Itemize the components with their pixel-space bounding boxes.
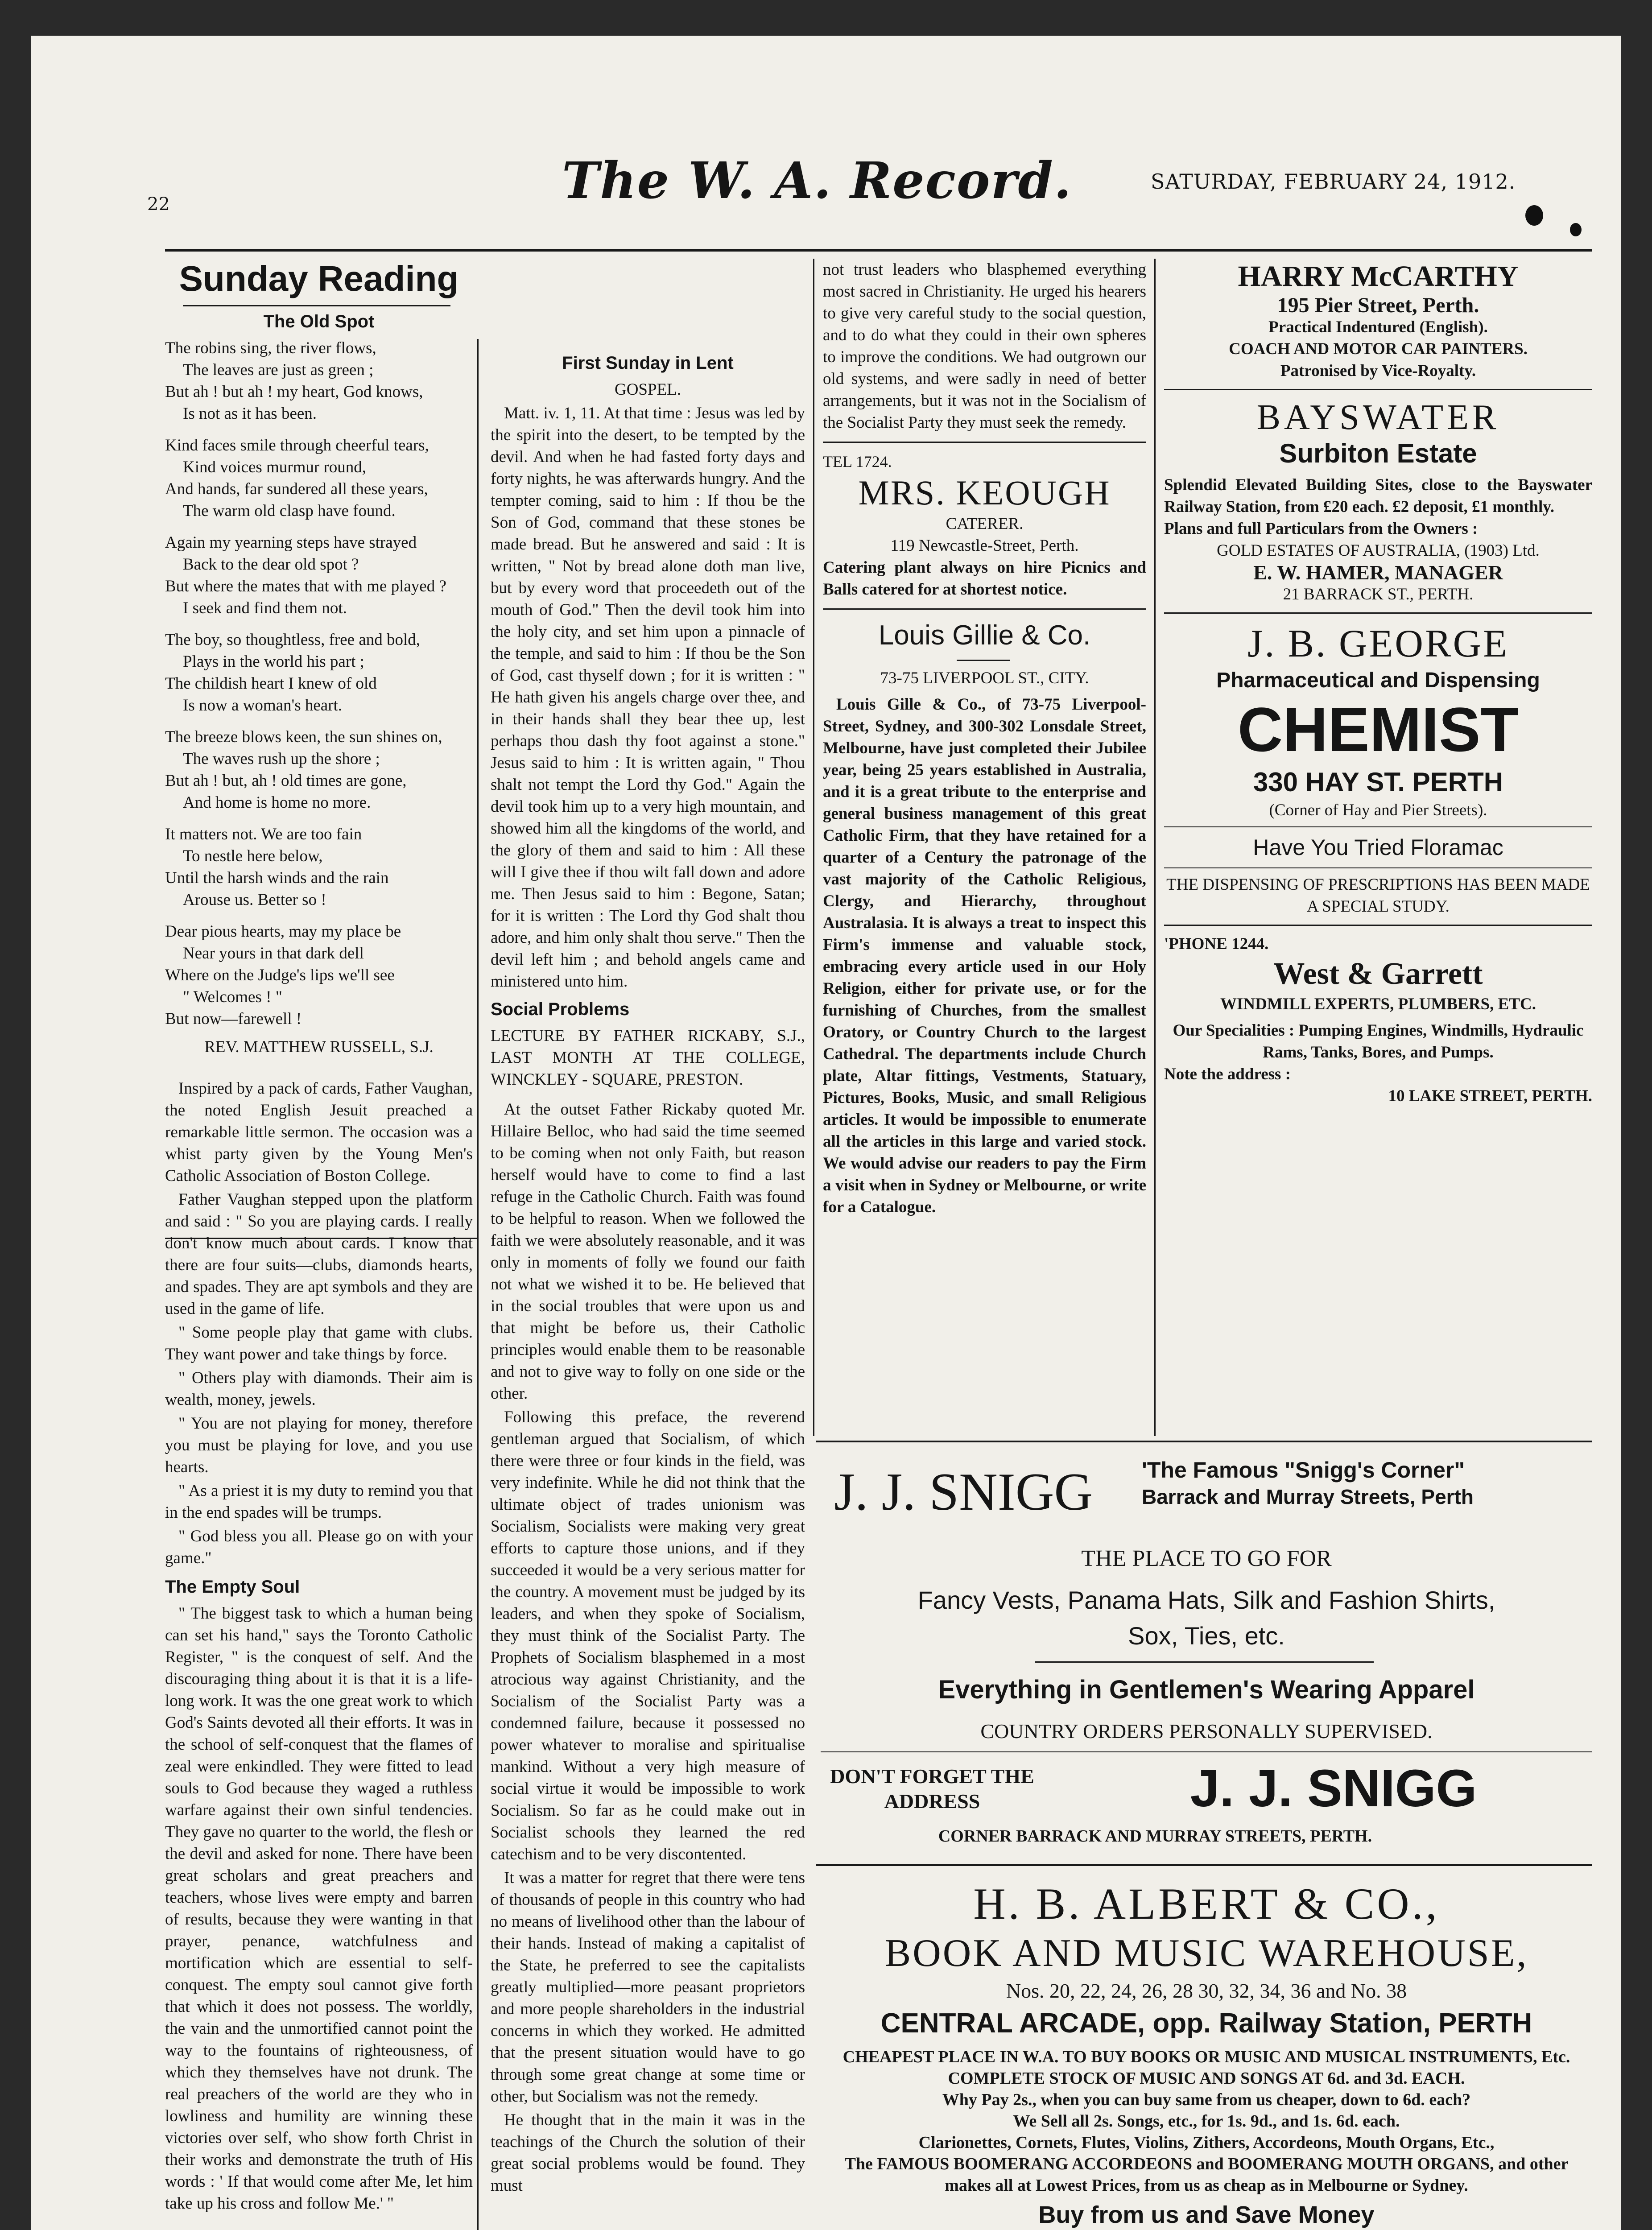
garrett-phone: 'PHONE 1244. — [1164, 935, 1269, 953]
poem-line: To nestle here below, — [183, 847, 323, 865]
keough-advert — [823, 451, 1146, 600]
poem-line: Is not as it has been. — [183, 405, 317, 423]
snigg-name-2: J. J. SNIGG — [1190, 1759, 1477, 1818]
column-divider — [477, 339, 479, 2230]
mccarthy-name: HARRY McCARTHY — [1238, 260, 1519, 293]
snigg-rule — [1035, 1661, 1374, 1663]
poem-line: The waves rush up the shore ; — [183, 750, 380, 768]
newspaper-title: The W. A. Record. — [562, 152, 1072, 210]
newspaper-page — [31, 36, 1621, 2230]
ad-rule — [1164, 389, 1592, 390]
poem-line: Kind faces smile through cheerful tears, — [165, 436, 429, 454]
paragraph: " God bless you all. Please go on with your game." — [165, 1527, 473, 1567]
albert-buy: Buy from us and Save Money — [1038, 2201, 1375, 2228]
stanza-break — [165, 522, 473, 532]
bayswater-owners: GOLD ESTATES OF AUSTRALIA, (1903) Ltd. — [1217, 541, 1540, 560]
bayswater-estate: Surbiton Estate — [1279, 438, 1477, 468]
poem-line: But where the mates that with me played ? — [165, 577, 446, 595]
mccarthy-address: 195 Pier Street, Perth. — [1277, 293, 1479, 317]
gillie-address: 73-75 LIVERPOOL ST., CITY. — [880, 669, 1089, 687]
social-title: Social Problems — [491, 999, 630, 1019]
poem-title: The Old Spot — [263, 312, 375, 331]
poem-line: Plays in the world his part ; — [183, 652, 364, 671]
gillie-name: Louis Gillie & Co. — [878, 620, 1091, 651]
snigg-dont-forget: DON'T FORGET THE ADDRESS — [830, 1765, 1034, 1813]
gospel-text — [491, 402, 805, 992]
heading-rule — [183, 305, 450, 306]
stanza-break — [165, 911, 473, 921]
george-address: 330 HAY ST. PERTH — [1253, 767, 1503, 797]
poem-line: Arouse us. Better so ! — [183, 891, 326, 909]
paragraph: " As a priest it is my duty to remind you that in the end spades will be trumps. — [165, 1482, 473, 1522]
poem-line: The warm old clasp have found. — [183, 502, 396, 520]
poem-author: REV. MATTHEW RUSSELL, S.J. — [204, 1038, 434, 1056]
ad-rule — [816, 1864, 1592, 1866]
albert-name: H. B. ALBERT & CO., — [973, 1879, 1440, 1929]
george-line1: Pharmaceutical and Dispensing — [1216, 669, 1540, 692]
poem-line: The robins sing, the river flows, — [165, 339, 376, 357]
poem-line: " Welcomes ! " — [183, 988, 282, 1006]
keough-trade: CATERER. — [946, 515, 1024, 533]
column-3 — [823, 259, 1146, 1436]
ad-rule — [823, 608, 1146, 610]
george-advert — [1164, 621, 1592, 917]
poem-line: Where on the Judge's lips we'll see — [165, 966, 395, 984]
poem-line: But now—farewell ! — [165, 1010, 302, 1028]
garrett-advert — [1164, 933, 1592, 1107]
bayswater-advert — [1164, 397, 1592, 605]
poem-line: And hands, far sundered all these years, — [165, 480, 428, 498]
keough-address: 119 Newcastle-Street, Perth. — [890, 537, 1079, 555]
george-corner: (Corner of Hay and Pier Streets). — [1269, 801, 1487, 819]
mccarthy-line2: COACH AND MOTOR CAR PAINTERS. — [1229, 340, 1528, 358]
poem-line: Is now a woman's heart. — [183, 696, 343, 714]
snigg-famous: 'The Famous "Snigg's Corner" — [1142, 1458, 1465, 1483]
albert-complete: COMPLETE STOCK OF MUSIC AND SONGS AT 6d. and 3d. EACH. — [948, 2069, 1465, 2088]
keough-body: Catering plant always on hire Picnics and Balls catered for at shortest notice. — [823, 558, 1146, 599]
mccarthy-line3: Patronised by Vice-Royalty. — [1280, 362, 1476, 380]
garrett-note: Note the address : — [1164, 1065, 1291, 1083]
albert-we-sell: We Sell all 2s. Songs, etc., for 1s. 9d., and 1s. 6d. each. — [1013, 2112, 1400, 2131]
stanza-break — [165, 716, 473, 726]
snigg-rule — [821, 1751, 1592, 1752]
george-name: J. B. GEORGE — [1247, 622, 1509, 665]
garrett-specialities: Our Specialities : Pumping Engines, Windmills, Hydraulic Rams, Tanks, Bores, and Pumps. — [1173, 1021, 1584, 1061]
snigg-place: THE PLACE TO GO FOR — [1081, 1546, 1332, 1571]
poem-line: Near yours in that dark dell — [183, 944, 364, 962]
keough-name: MRS. KEOUGH — [858, 473, 1111, 512]
snigg-goods2: Sox, Ties, etc. — [1128, 1622, 1285, 1650]
empty-soul-article — [165, 1602, 473, 2214]
ad-rule — [1164, 612, 1592, 614]
stanza-break — [165, 425, 473, 434]
ad-rule — [1164, 925, 1592, 926]
poem — [165, 337, 473, 1030]
stanza-break — [165, 814, 473, 823]
column-4 — [1164, 259, 1592, 1436]
poem-line: Kind voices murmur round, — [183, 458, 367, 476]
garrett-address: 10 LAKE STREET, PERTH. — [1388, 1087, 1592, 1105]
page-number: 22 — [147, 194, 170, 215]
lent-title: First Sunday in Lent — [562, 353, 734, 373]
poem-line: The breeze blows keen, the sun shines on, — [165, 728, 442, 746]
gillie-rule — [957, 660, 1010, 661]
poem-line: Back to the dear old spot ? — [183, 555, 359, 574]
social-problems-text — [491, 1098, 805, 2197]
poem-line: But ah ! but ah ! my heart, God knows, — [165, 383, 423, 401]
albert-business: BOOK AND MUSIC WAREHOUSE, — [884, 1932, 1528, 1975]
albert-cheapest: CHEAPEST PLACE IN W.A. TO BUY BOOKS OR MUSIC AND MUSICAL INSTRUMENTS, Etc. — [843, 2048, 1570, 2066]
garrett-name: West & Garrett — [1273, 957, 1483, 991]
bayswater-plans: Plans and full Particulars from the Owners : — [1164, 520, 1478, 538]
bayswater-name: BAYSWATER — [1256, 398, 1500, 437]
poem-line: Dear pious hearts, may my place be — [165, 922, 401, 941]
paragraph: He thought that in the main it was in the teachings of the Church the solution of their great social problems would be found. They must — [491, 2111, 805, 2195]
paragraph: Inspired by a pack of cards, Father Vaughan, the noted English Jesuit preached a remarkable little sermon. The occasion was a whist party given by the Young Men's Catholic Association of Boston College. — [165, 1079, 473, 1185]
bayswater-address: 21 BARRACK ST., PERTH. — [1283, 585, 1474, 603]
ad-rule — [816, 1441, 1592, 1442]
paragraph: It was a matter for regret that there were tens of thousands of people in this country who had no means of livelihood other than the labour of their hands. Instead of making a capitalist of the State, he preferred to see the capitalists greatly multiplied—more peasant proprietors and more people shareholders in the industrial concerns in which they worked. He admitted that the present situation would have to go through some great change at some time or other, but Socialism was not the remedy. — [491, 1869, 805, 2106]
poem-line: Until the harsh winds and the rain — [165, 869, 389, 887]
snigg-advert — [821, 1452, 1592, 1911]
snigg-everything: Everything in Gentlemen's Wearing Apparel — [938, 1675, 1475, 1704]
paragraph: " You are not playing for money, therefore you must be playing for love, and you use hearts. — [165, 1414, 473, 1476]
snigg-country: COUNTRY ORDERS PERSONALLY SUPERVISED. — [980, 1720, 1433, 1743]
mccarthy-advert — [1164, 259, 1592, 382]
albert-advert — [821, 1878, 1592, 2230]
ink-speck — [1570, 223, 1582, 236]
poem-line: Again my yearning steps have strayed — [165, 533, 417, 552]
column-divider — [1154, 259, 1156, 1436]
poem-line: The leaves are just as green ; — [183, 361, 374, 379]
paragraph: Following this preface, the reverend gentleman argued that Socialism, of which there were three or four kinds in the field, was very indefinite. While he did not think that the ultimate object of trades unionism was Socialism, Socialists were making very great efforts to capture those unions, and if they succeeded it would be a very serious matter for the country. A movement must be judged by its leaders, and when they spoke of Socialism, they must think of the Socialist Party. The Prophets of Socialism blasphemed in a most atrocious way against Christianity, and the Socialism of the Socialist Party was a condemned failure, because it possessed no power whatever to moralise and spiritualise mankind. Without a very high measure of social virtue it would be impossible to work Socialism. So far as he could make out in Socialist schools they learned the red catechism and to be very discontented. — [491, 1408, 805, 1863]
section-heading: Sunday Reading — [179, 259, 459, 298]
social-subtitle: LECTURE BY FATHER RICKABY, S.J., LAST MONTH AT THE COLLEGE, WINCKLEY - SQUARE, PRESTON. — [491, 1027, 805, 1089]
albert-numbers: Nos. 20, 22, 24, 26, 28 30, 32, 34, 36 and No. 38 — [1006, 1979, 1407, 2002]
masthead-rule — [165, 249, 1592, 252]
paragraph: " The biggest task to which a human being can set his hand," says the Toronto Catholic Register, " is the conquest of self. And the discouraging thing about it is that it is a life-long work. It was the one great work to which God's Saints devoted all their efforts. It was in the school of self-conquest that the flames of zeal were enkindled. They were fitted to lead souls to God because they waged a ruthless warfare against their own sinful tendencies. They gave no quarter to the world, the flesh or the devil and asked for none. There have been great scholars and great preachers and teachers, whose lives were empty and barren of results, because they were wanting in that prayer, penance, watchfulness and mortification which are essential to self-conquest. The empty soul cannot give forth that which it does not possess. The worldly, the vain and the unmortified cannot point the way to the fountains of righteousness, of which they themselves have not drunk. The real preachers of the world are they who in lowliness and humility are winning these victories over self, who show forth Christ in their works and demonstrate the truth of His words : ' If that would come after Me, let him take up his cross and follow Me.' " — [165, 1604, 473, 2213]
gillie-advert — [823, 618, 1146, 1218]
bayswater-manager: E. W. HAMER, MANAGER — [1253, 561, 1503, 584]
george-rule — [1164, 867, 1592, 868]
poem-line: It matters not. We are too fain — [165, 825, 362, 843]
garrett-trade: WINDMILL EXPERTS, PLUMBERS, ETC. — [1220, 995, 1536, 1013]
keough-tel: TEL 1724. — [823, 453, 892, 471]
paragraph: Father Vaughan stepped upon the platform and said : " So you are playing cards. I really don't know much about cards. I know that there are four suits—clubs, diamonds hearts, and spades. They are apt symbols and they are used in the game of life. — [165, 1190, 473, 1318]
column-divider — [813, 259, 814, 1436]
george-chemist: CHEMIST — [1238, 694, 1519, 764]
snigg-corner: Barrack and Murray Streets, Perth — [1142, 1485, 1474, 1508]
george-floramac: Have You Tried Floramac — [1253, 835, 1503, 860]
poem-line: I seek and find them not. — [183, 599, 347, 617]
albert-arcade: CENTRAL ARCADE, opp. Railway Station, PERTH — [880, 2008, 1532, 2039]
empty-soul-title: The Empty Soul — [165, 1577, 300, 1597]
issue-date: SATURDAY, FEBRUARY 24, 1912. — [1151, 169, 1516, 194]
poem-line: And home is home no more. — [183, 793, 371, 812]
george-dispensing: THE DISPENSING OF PRESCRIPTIONS HAS BEEN MADE A SPECIAL STUDY. — [1166, 875, 1590, 916]
mccarthy-line1: Practical Indentured (English). — [1268, 318, 1488, 336]
column-1 — [165, 259, 473, 2230]
gospel-label: GOSPEL. — [614, 380, 681, 399]
paragraph: Matt. iv. 1, 11. At that time : Jesus was led by the spirit into the desert, to be tempted by the devil. And when he had fasted forty days and forty nights, he was afterwards hungry. And the tempter coming, said to him : If thou be the Son of God, command that these stones be made bread. But he answered and said : It is written, " Not by bread alone doth man live, but by every word that proceedeth out of the mouth of God." Then the devil took him into the holy city, and set him upon a pinnacle of the temple, and said to him : If thou be the Son of God, cast thyself down ; for it is written : " He hath given his angels charge over thee, and in their hands shall they bear thee up, lest perhaps thou dash thy foot against a stone." Jesus said to him : It is written again, " Thou shalt not tempt the Lord thy God." Again the devil took him up to a very high mountain, and showed him all the kingdoms of the world, and the glory of them and said to him : All these will I give thee if thou wilt fall down and adore me. Then Jesus said to him : Begone, Satan; for it is written : The Lord thy God shalt thou adore, and him only shalt thou serve." Then the devil left him ; and behold angels came and ministered unto him. — [491, 404, 805, 991]
masthead — [31, 152, 1621, 223]
poem-line: The childish heart I knew of old — [165, 674, 377, 693]
gillie-body: Louis Gille & Co., of 73-75 Liverpool-Street, Sydney, and 300-302 Lonsdale Street, Melbourne, have just completed their Jubilee year, being 25 years established in Australia, and it is a great tribute to the enterprise and general business management of this great Catholic Firm, that they have retained for a quarter of a Century the patronage of the vast majority of the Catholic Religious, Clergy, and Hierarchy, throughout Australasia. It is always a treat to inspect this Firm's immense and valuable stock, embracing every article used in our Holy Religion, either for private use, or for the furnishing of Churches, from the smallest Oratory, or Country Church to the largest Cathedral. The departments include Church plate, Altar fittings, Vestments, Statuary, Pictures, Books, Music, and small Religious articles. It would be impossible to enumerate all the articles in this large and varied stock. We would advise our readers to pay the Firm a visit when in Sydney or Melbourne, or write for a Catalogue. — [823, 695, 1146, 1216]
poem-line: But ah ! but, ah ! old times are gone, — [165, 772, 407, 790]
albert-instruments: Clarionettes, Cornets, Flutes, Violins, Zithers, Accordeons, Mouth Organs, Etc., — [918, 2133, 1495, 2152]
paragraph: " Some people play that game with clubs. They want power and take things by force. — [165, 1323, 473, 1363]
snigg-name: J. J. SNIGG — [834, 1462, 1093, 1521]
bayswater-body: Splendid Elevated Building Sites, close to the Bayswater Railway Station, from £20 each. £2 deposit, £1 monthly. — [1164, 476, 1592, 516]
albert-why-pay: Why Pay 2s., when you can buy same from us cheaper, down to 6d. each? — [942, 2090, 1471, 2109]
cards-sermon — [165, 1078, 473, 1569]
ad-rule — [823, 442, 1146, 443]
paragraph: " Others play with diamonds. Their aim is wealth, money, jewels. — [165, 1369, 473, 1409]
stanza-break — [165, 619, 473, 629]
snigg-address: CORNER BARRACK AND MURRAY STREETS, PERTH. — [938, 1827, 1372, 1846]
snigg-goods1: Fancy Vests, Panama Hats, Silk and Fashion Shirts, — [917, 1586, 1495, 1614]
ink-speck — [1525, 205, 1543, 226]
george-rule — [1164, 826, 1592, 827]
albert-boomerang: The FAMOUS BOOMERANG ACCORDEONS and BOOMERANG MOUTH ORGANS, and other makes all at Lowest Prices, from us as cheap as in Melbourne or Sydney. — [844, 2155, 1569, 2195]
column-2 — [491, 348, 805, 2230]
paragraph: At the outset Father Rickaby quoted Mr. Hillaire Belloc, who had said the time seemed to be coming when not only Faith, but reason herself would have to come to find a last refuge in the Catholic Church. Faith was found to be helpful to reason. When we followed the faith we were absolutely reasonable, and it was only in moments of folly we found our faith not what we wished it to be. He believed that in the social troubles that were upon us and that might be before us, their Catholic principles would enable them to be reasonable and not to give way to folly on one side or the other. — [491, 1100, 805, 1403]
poem-line: The boy, so thoughtless, free and bold, — [165, 631, 421, 649]
social-continued: not trust leaders who blasphemed everything most sacred in Christianity. He urged his hearers to give very careful study to the social question, and to do what they could in their own spheres to improve the conditions. We had outgrown our old systems, and were sadly in need of better arrangements, but it was not in the Socialism of the Socialist Party they must seek the remedy. — [823, 260, 1146, 432]
